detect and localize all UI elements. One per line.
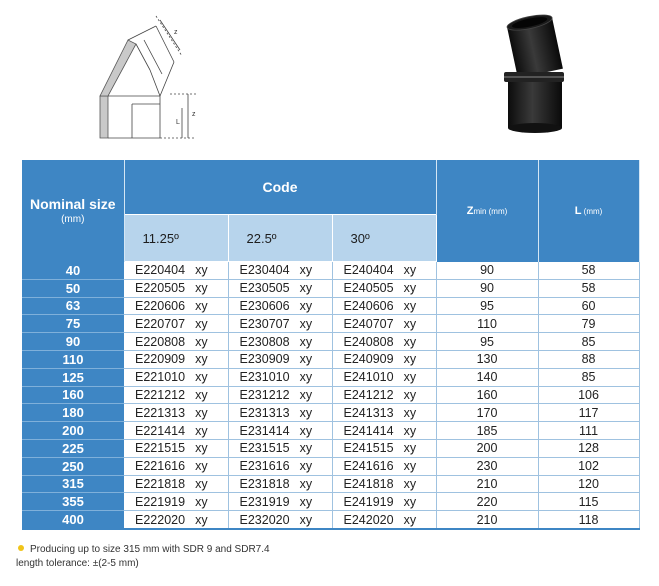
code-22-5-cell-value: E230606 (239, 298, 290, 313)
l-cell-value: 106 (578, 387, 599, 402)
code-11-25-cell (124, 333, 228, 351)
size-cell-value: 225 (62, 440, 84, 456)
code-suffix: xy (403, 281, 417, 296)
zmin-cell-value: 160 (476, 387, 498, 402)
size-cell-value: 160 (62, 387, 84, 403)
code-suffix: xy (195, 281, 208, 296)
size-cell-value: 125 (62, 369, 84, 385)
zmin-cell (436, 511, 538, 529)
size-cell-value: 400 (62, 512, 84, 528)
size-cell-value: 75 (65, 316, 81, 332)
elbow-technical-drawing (70, 4, 220, 154)
code-suffix: xy (403, 405, 417, 420)
z-bottom-label: z (192, 111, 196, 118)
note-sdr-text: Producing up to size 315 mm with SDR 9 and SDR7.4 (30, 544, 270, 555)
size-cell-value: 50 (65, 280, 81, 296)
zmin-cell (436, 475, 538, 493)
table-row (22, 279, 639, 297)
code-11-25-cell (124, 368, 228, 386)
code-suffix: xy (195, 387, 208, 402)
code-suffix: xy (403, 334, 417, 349)
zmin-cell-value: 90 (480, 281, 494, 296)
code-30-cell (332, 350, 436, 368)
code-11-25-cell-value: E220909 (135, 352, 186, 367)
l-cell-value: 79 (581, 316, 596, 331)
code-22-5-cell-value: E230505 (239, 281, 290, 296)
code-suffix: xy (299, 405, 313, 420)
code-30-cell (332, 422, 436, 440)
code-30-cell (332, 493, 436, 511)
code-11-25-cell (124, 297, 228, 315)
size-cell (22, 279, 124, 297)
code-22-5-cell (228, 493, 332, 511)
code-suffix: xy (299, 263, 313, 278)
code-header: Code (124, 160, 436, 215)
code-30-cell (332, 439, 436, 457)
zmin-unit: (mm) (486, 206, 508, 216)
table-row (22, 422, 639, 440)
table-row (22, 493, 639, 511)
code-suffix: xy (403, 476, 417, 491)
code-30-cell-value: E240808 (343, 334, 394, 349)
size-cell (22, 404, 124, 422)
code-30-cell (332, 315, 436, 333)
code-11-25-cell (124, 422, 228, 440)
code-11-25-cell (124, 404, 228, 422)
code-30-cell-value: E240707 (343, 316, 394, 331)
code-30-cell-value: E241616 (343, 459, 394, 474)
code-11-25-cell (124, 262, 228, 280)
code-suffix: xy (195, 476, 208, 491)
code-30-cell-value: E240505 (343, 281, 394, 296)
code-11-25-cell-value: E221414 (135, 423, 186, 438)
zmin-cell-value: 210 (476, 512, 498, 527)
code-22-5-cell (228, 475, 332, 493)
table-row (22, 297, 639, 315)
l-cell-value: 85 (581, 370, 596, 385)
zmin-cell-value: 140 (476, 370, 498, 385)
code-22-5-cell-value: E231010 (239, 370, 290, 385)
l-cell-value: 102 (578, 459, 599, 474)
code-30-cell (332, 262, 436, 280)
code-suffix: xy (403, 423, 417, 438)
nominal-size-header (22, 160, 124, 262)
code-11-25-cell (124, 386, 228, 404)
code-22-5-cell-value: E231919 (239, 494, 290, 509)
zmin-cell (436, 493, 538, 511)
code-suffix: xy (403, 512, 417, 527)
code-suffix: xy (403, 316, 417, 331)
l-cell (538, 350, 639, 368)
code-11-25-cell-value: E221313 (135, 405, 186, 420)
zmin-cell (436, 350, 538, 368)
code-30-cell-value: E241818 (343, 476, 394, 491)
code-30-cell-value: E241212 (343, 387, 394, 402)
l-cell-value: 128 (578, 441, 599, 456)
code-30-cell-value: E241515 (343, 441, 394, 456)
code-22-5-cell-value: E231818 (239, 476, 290, 491)
zmin-cell (436, 439, 538, 457)
l-cell-value: 88 (581, 352, 596, 367)
code-22-5-cell-value: E232020 (239, 512, 290, 527)
size-cell-value: 355 (62, 494, 84, 510)
l-bottom-label: L (176, 119, 180, 126)
code-suffix: xy (403, 387, 417, 402)
l-letter: L (574, 204, 582, 217)
l-cell (538, 439, 639, 457)
code-11-25-cell-value: E220606 (135, 298, 186, 313)
code-11-25-cell-value: E221010 (135, 370, 186, 385)
l-cell (538, 368, 639, 386)
zmin-cell-value: 230 (476, 459, 498, 474)
code-30-cell-value: E241919 (343, 494, 394, 509)
code-suffix: xy (195, 459, 208, 474)
code-22-5-cell-value: E231515 (239, 441, 290, 456)
zmin-cell (436, 315, 538, 333)
code-11-25-cell-value: E220404 (135, 263, 186, 278)
code-11-25-cell-value: E221616 (135, 459, 186, 474)
code-30-cell-value: E240606 (343, 298, 394, 313)
l-cell (538, 279, 639, 297)
code-30-cell (332, 279, 436, 297)
table-row (22, 368, 639, 386)
l-cell (538, 457, 639, 475)
size-cell-value: 40 (65, 262, 81, 278)
l-header (538, 160, 639, 262)
code-suffix: xy (195, 512, 208, 527)
l-cell (538, 493, 639, 511)
zmin-cell (436, 404, 538, 422)
size-cell (22, 439, 124, 457)
code-30-cell (332, 475, 436, 493)
angle-header-30: 30º (332, 215, 436, 262)
l-unit: (mm) (581, 206, 603, 216)
code-11-25-cell-value: E221919 (135, 494, 186, 509)
size-cell (22, 297, 124, 315)
code-22-5-cell-value: E231212 (239, 387, 290, 402)
size-cell (22, 368, 124, 386)
l-cell (538, 315, 639, 333)
code-22-5-cell (228, 279, 332, 297)
code-11-25-cell (124, 475, 228, 493)
size-cell-value: 63 (65, 298, 81, 314)
zmin-cell (436, 333, 538, 351)
code-suffix: xy (195, 370, 208, 385)
l-cell (538, 386, 639, 404)
code-suffix: xy (403, 370, 417, 385)
l-cell-value: 58 (581, 281, 596, 296)
table-row (22, 457, 639, 475)
code-11-25-cell (124, 315, 228, 333)
code-suffix: xy (195, 263, 208, 278)
code-suffix: xy (403, 494, 417, 509)
l-cell (538, 422, 639, 440)
code-11-25-cell-value: E220707 (135, 316, 186, 331)
code-11-25-cell-value: E220808 (135, 334, 186, 349)
zmin-cell (436, 457, 538, 475)
code-suffix: xy (299, 459, 313, 474)
code-22-5-cell (228, 315, 332, 333)
size-cell-value: 180 (62, 405, 84, 421)
code-suffix: xy (195, 423, 208, 438)
code-11-25-cell (124, 439, 228, 457)
code-suffix: xy (195, 298, 208, 313)
code-30-cell (332, 386, 436, 404)
angle-header-11-25: 11.25º (124, 215, 228, 262)
note-sdr (18, 544, 270, 555)
code-22-5-cell (228, 386, 332, 404)
nominal-size-label: Nominal size (29, 196, 116, 213)
code-30-cell (332, 457, 436, 475)
zmin-cell-value: 110 (477, 316, 497, 331)
code-22-5-cell-value: E231313 (239, 405, 290, 420)
code-30-cell (332, 404, 436, 422)
code-30-cell (332, 333, 436, 351)
code-11-25-cell (124, 457, 228, 475)
code-suffix: xy (299, 370, 313, 385)
code-22-5-cell-value: E230707 (239, 316, 290, 331)
code-suffix: xy (195, 405, 208, 420)
table-row (22, 511, 639, 529)
code-suffix: xy (403, 441, 417, 456)
zmin-header (436, 160, 538, 262)
size-cell (22, 511, 124, 529)
zmin-cell-value: 95 (480, 298, 494, 313)
code-suffix: xy (299, 387, 313, 402)
code-11-25-cell (124, 279, 228, 297)
code-30-cell (332, 368, 436, 386)
code-suffix: xy (299, 512, 313, 527)
code-11-25-cell-value: E221212 (135, 387, 186, 402)
code-22-5-cell (228, 297, 332, 315)
code-22-5-cell (228, 368, 332, 386)
zmin-cell-value: 130 (476, 352, 498, 367)
size-cell-value: 90 (65, 334, 81, 350)
size-cell (22, 422, 124, 440)
size-cell (22, 262, 124, 280)
code-22-5-cell-value: E231414 (239, 423, 290, 438)
code-30-cell-value: E240404 (343, 263, 394, 278)
zmin-cell (436, 368, 538, 386)
size-cell (22, 315, 124, 333)
angle-header-22-5: 22.5º (228, 215, 332, 262)
table-row (22, 350, 639, 368)
zmin-cell-value: 210 (476, 476, 498, 491)
zmin-cell-value: 200 (476, 441, 498, 456)
l-cell-value: 118 (578, 512, 599, 527)
code-22-5-cell-value: E230404 (239, 263, 290, 278)
size-cell (22, 333, 124, 351)
code-30-cell (332, 511, 436, 529)
size-cell-value: 250 (62, 458, 84, 474)
code-suffix: xy (299, 476, 313, 491)
l-cell-value: 85 (581, 334, 596, 349)
bullet-icon (18, 545, 24, 551)
table-row (22, 475, 639, 493)
size-cell (22, 475, 124, 493)
code-11-25-cell (124, 493, 228, 511)
size-cell (22, 493, 124, 511)
l-cell (538, 511, 639, 529)
size-cell (22, 386, 124, 404)
l-cell (538, 333, 639, 351)
zmin-cell-value: 220 (476, 494, 498, 509)
table-row (22, 439, 639, 457)
code-30-cell-value: E241313 (343, 405, 394, 420)
code-22-5-cell (228, 511, 332, 529)
code-suffix: xy (299, 494, 313, 509)
code-22-5-cell-value: E231616 (239, 459, 290, 474)
l-cell-value: 60 (581, 298, 596, 313)
zmin-cell (436, 279, 538, 297)
zmin-cell-value: 95 (480, 334, 494, 349)
code-30-cell (332, 297, 436, 315)
zmin-subscript: min (473, 206, 487, 216)
elbow-product-photo (490, 8, 580, 138)
code-22-5-cell (228, 404, 332, 422)
code-suffix: xy (403, 352, 417, 367)
table-row (22, 386, 639, 404)
table-row (22, 262, 639, 280)
table-row (22, 333, 639, 351)
code-22-5-cell-value: E230909 (239, 352, 290, 367)
code-30-cell-value: E240909 (343, 352, 394, 367)
code-11-25-cell-value: E222020 (135, 512, 186, 527)
code-suffix: xy (403, 263, 417, 278)
code-11-25-cell (124, 511, 228, 529)
table-row (22, 315, 639, 333)
code-suffix: xy (299, 441, 313, 456)
table-row (22, 404, 639, 422)
l-cell (538, 297, 639, 315)
l-cell-value: 120 (578, 476, 599, 491)
code-suffix: xy (299, 423, 313, 438)
code-suffix: xy (195, 441, 208, 456)
code-22-5-cell (228, 333, 332, 351)
elbow-codes-table (22, 160, 640, 530)
code-11-25-cell-value: E221515 (135, 441, 186, 456)
code-22-5-cell (228, 350, 332, 368)
code-11-25-cell-value: E221818 (135, 476, 186, 491)
zmin-cell-value: 90 (480, 263, 494, 278)
l-cell-value: 115 (578, 494, 599, 509)
code-suffix: xy (299, 298, 313, 313)
size-cell-value: 315 (62, 476, 84, 492)
size-cell-value: 110 (62, 351, 84, 367)
code-suffix: xy (403, 298, 417, 313)
l-cell-value: 58 (581, 263, 596, 278)
code-22-5-cell (228, 262, 332, 280)
zmin-cell (436, 422, 538, 440)
l-cell (538, 262, 639, 280)
zmin-cell-value: 170 (476, 405, 498, 420)
l-cell-value: 117 (578, 405, 599, 420)
size-cell-value: 200 (62, 423, 84, 439)
code-suffix: xy (403, 459, 417, 474)
code-11-25-cell-value: E220505 (135, 281, 186, 296)
code-suffix: xy (195, 334, 208, 349)
code-22-5-cell (228, 457, 332, 475)
code-suffix: xy (299, 334, 313, 349)
code-22-5-cell (228, 439, 332, 457)
code-suffix: xy (299, 281, 313, 296)
zmin-cell-value: 185 (476, 423, 498, 438)
z-top-label: z (174, 29, 178, 36)
code-30-cell-value: E241010 (343, 370, 394, 385)
l-cell-value: 111 (579, 423, 599, 438)
zmin-cell (436, 297, 538, 315)
nominal-size-unit: (mm) (61, 214, 85, 226)
l-cell (538, 475, 639, 493)
size-cell (22, 350, 124, 368)
code-suffix: xy (299, 352, 313, 367)
code-22-5-cell-value: E230808 (239, 334, 290, 349)
zmin-cell (436, 386, 538, 404)
code-30-cell-value: E242020 (343, 512, 394, 527)
code-suffix: xy (299, 316, 313, 331)
code-suffix: xy (195, 494, 208, 509)
zmin-letter: Z (466, 204, 474, 217)
code-suffix: xy (195, 352, 208, 367)
code-22-5-cell (228, 422, 332, 440)
code-11-25-cell (124, 350, 228, 368)
code-suffix: xy (195, 316, 208, 331)
size-cell (22, 457, 124, 475)
note-tolerance: length tolerance: ±(2-5 mm) (16, 558, 139, 569)
zmin-cell (436, 262, 538, 280)
code-30-cell-value: E241414 (343, 423, 394, 438)
l-cell (538, 404, 639, 422)
